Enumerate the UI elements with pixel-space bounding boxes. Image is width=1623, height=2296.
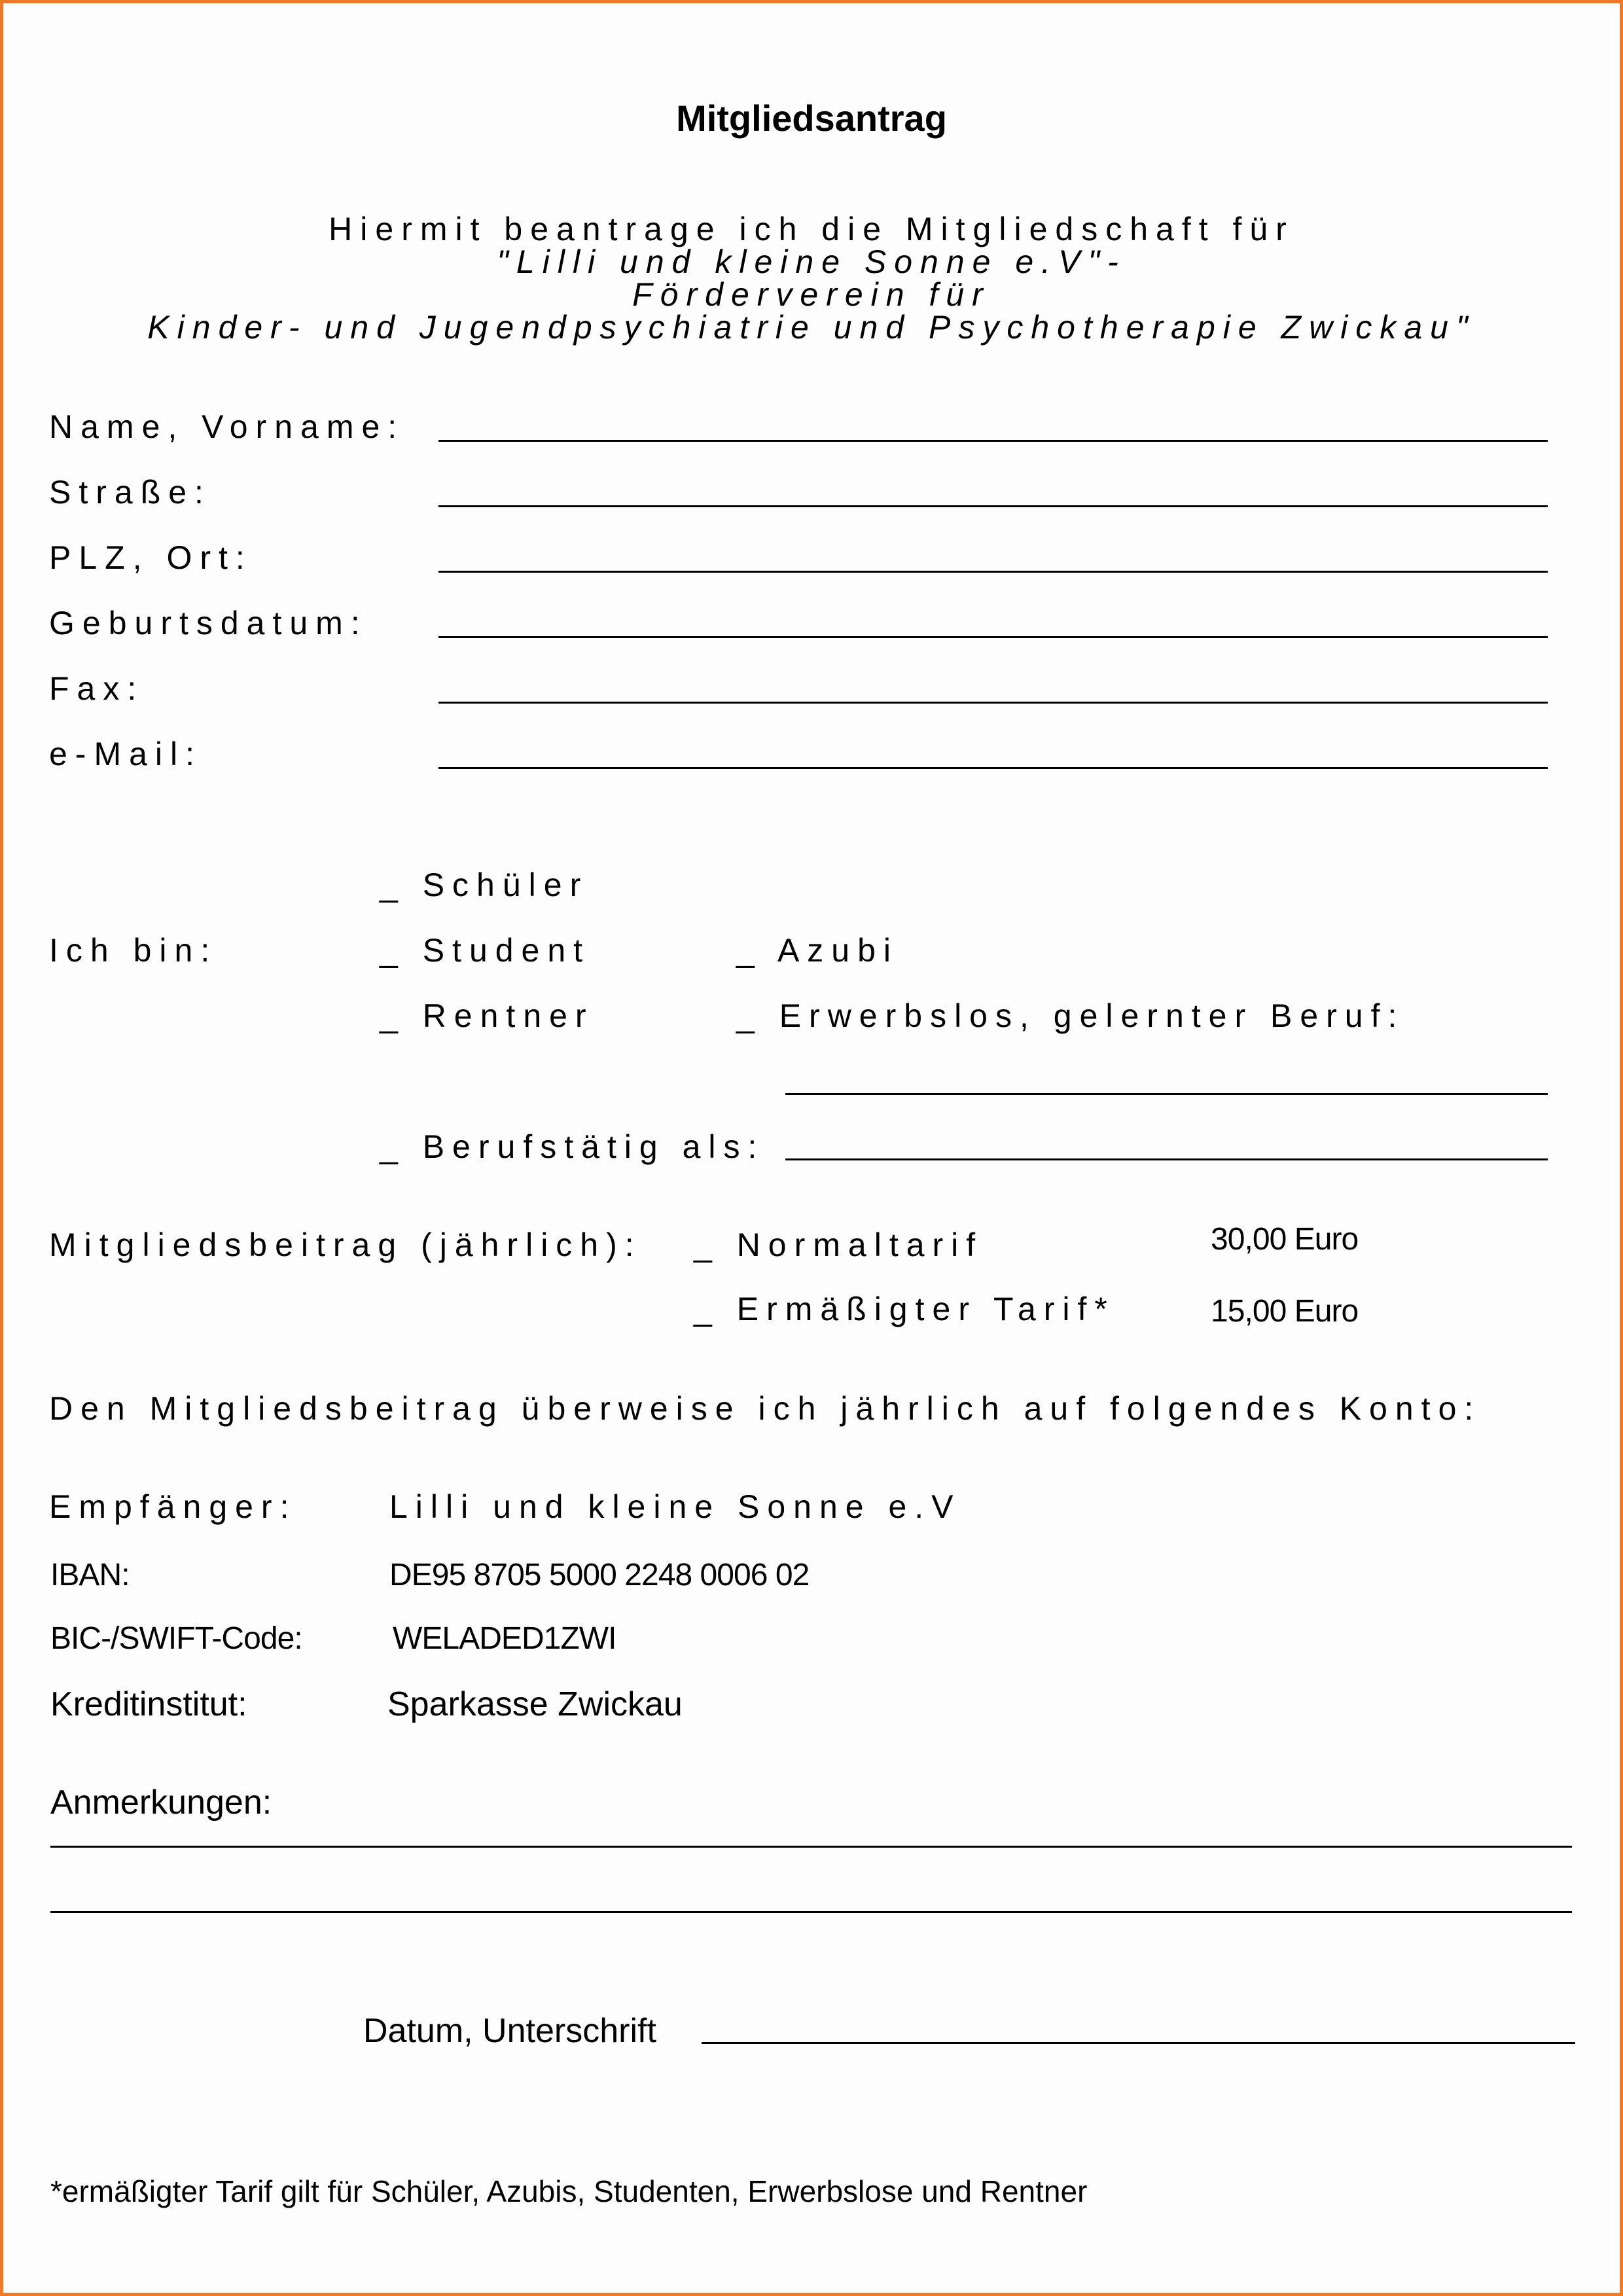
signature-field[interactable]	[702, 2042, 1575, 2044]
intro-line-4: Kinder- und Jugendpsychiatrie und Psychotherapie Zwickau"	[147, 309, 1476, 346]
name-field[interactable]	[438, 440, 1548, 442]
status-label: Ich bin:	[49, 932, 218, 969]
intro-line-3: Förderverein für	[632, 276, 991, 313]
job-field[interactable]	[785, 1158, 1548, 1160]
fee-normal-option[interactable]: _ Normaltarif	[694, 1227, 984, 1263]
street-label: Straße:	[49, 474, 211, 511]
birthdate-label: Geburtsdatum:	[49, 605, 368, 641]
signature-label: Datum, Unterschrift	[363, 2012, 656, 2050]
status-berufstaetig-option[interactable]: _ Berufstätig als:	[380, 1128, 765, 1165]
fax-label: Fax:	[49, 670, 145, 707]
iban-value: DE95 8705 5000 2248 0006 02	[389, 1558, 810, 1592]
recipient-label: Empfänger:	[49, 1488, 297, 1525]
city-field[interactable]	[438, 571, 1548, 573]
remarks-label: Anmerkungen:	[50, 1784, 272, 1821]
institute-label: Kreditinstitut:	[50, 1685, 247, 1723]
street-field[interactable]	[438, 505, 1548, 507]
status-schueler-option[interactable]: _ Schüler	[380, 867, 589, 903]
status-rentner-option[interactable]: _ Rentner	[380, 997, 594, 1034]
page-title: Mitgliedsantrag	[676, 98, 947, 139]
fax-field[interactable]	[438, 702, 1548, 704]
recipient-value: Lilli und kleine Sonne e.V	[389, 1488, 961, 1525]
transfer-text: Den Mitgliedsbeitrag überweise ich jährlich auf folgendes Konto:	[49, 1390, 1482, 1427]
remarks-line-2[interactable]	[50, 1911, 1572, 1913]
remarks-line-1[interactable]	[50, 1846, 1572, 1848]
email-label: e-Mail:	[49, 736, 203, 772]
iban-label: IBAN:	[50, 1558, 130, 1592]
fee-label: Mitgliedsbeitrag (jährlich):	[49, 1227, 642, 1263]
bic-label: BIC-/SWIFT-Code:	[50, 1621, 302, 1656]
status-student-option[interactable]: _ Student	[380, 932, 591, 969]
bic-value: WELADED1ZWI	[393, 1621, 616, 1656]
city-label: PLZ, Ort:	[49, 539, 253, 576]
fee-normal-price: 30,00 Euro	[1211, 1222, 1359, 1257]
institute-value: Sparkasse Zwickau	[387, 1685, 683, 1723]
status-erwerbslos-option[interactable]: _ Erwerbslos, gelernter Beruf:	[736, 997, 1405, 1034]
intro-line-1: Hiermit beantrage ich die Mitgliedschaft für	[329, 211, 1294, 247]
email-field[interactable]	[438, 767, 1548, 769]
name-label: Name, Vorname:	[49, 408, 405, 445]
fee-reduced-price: 15,00 Euro	[1211, 1294, 1359, 1329]
birthdate-field[interactable]	[438, 636, 1548, 638]
footnote: *ermäßigter Tarif gilt für Schüler, Azubis, Studenten, Erwerbslose und Rentner	[50, 2174, 1088, 2208]
profession-field[interactable]	[785, 1093, 1548, 1095]
status-azubi-option[interactable]: _ Azubi	[736, 932, 899, 969]
fee-reduced-option[interactable]: _ Ermäßigter Tarif*	[694, 1291, 1115, 1327]
intro-line-2: "Lilli und kleine Sonne e.V"-	[497, 243, 1126, 280]
